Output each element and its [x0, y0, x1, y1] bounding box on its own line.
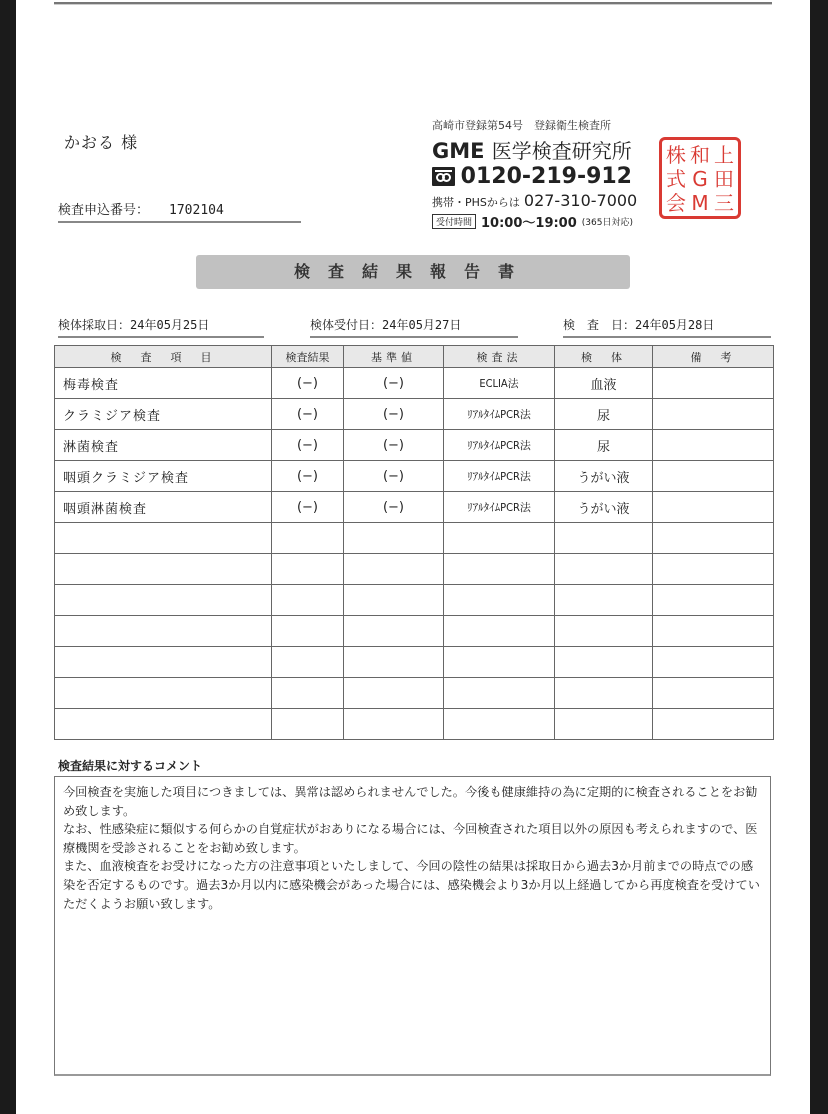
table-row	[55, 616, 774, 647]
comment-paragraph: なお、性感染症に類似する何らかの自覚症状がおありになる場合には、今回検査された項目以外の原因も考えられますので、医療機関を受診されることをお勧め致します。	[63, 822, 758, 855]
cell-item: 淋菌検査	[55, 430, 272, 461]
seal-char: G	[692, 167, 708, 191]
cell-specimen	[555, 554, 653, 585]
cell-note	[653, 678, 774, 709]
cell-method: ﾘｱﾙﾀｲﾑPCR法	[444, 399, 555, 430]
cell-reference: (−)	[344, 492, 444, 523]
header-method: 検査法	[444, 346, 555, 368]
cell-item	[55, 709, 272, 740]
application-number-value: 1702104	[169, 203, 224, 218]
mobile-line	[432, 191, 638, 210]
cell-specimen: うがい液	[555, 492, 653, 523]
seal-char: 田	[714, 167, 734, 191]
header-reference: 基準値	[344, 346, 444, 368]
freedial-number[interactable]: 0120-219-912	[460, 164, 632, 189]
cell-specimen: 尿	[555, 430, 653, 461]
cell-result	[272, 616, 344, 647]
cell-note	[653, 461, 774, 492]
cell-result	[272, 523, 344, 554]
cell-method	[444, 523, 555, 554]
header-item: 検 査 項 目	[55, 346, 272, 368]
cell-note	[653, 647, 774, 678]
cell-method	[444, 678, 555, 709]
cell-specimen: うがい液	[555, 461, 653, 492]
lab-brand	[432, 135, 632, 164]
seal-char: 式	[666, 167, 686, 191]
received-date-value: 24年05月27日	[382, 318, 462, 332]
table-row	[55, 554, 774, 585]
cell-method	[444, 616, 555, 647]
freedial-line	[432, 164, 632, 189]
cell-reference: (−)	[344, 430, 444, 461]
cell-item: 咽頭淋菌検査	[55, 492, 272, 523]
cell-reference	[344, 523, 444, 554]
cell-result	[272, 678, 344, 709]
mobile-number[interactable]: 027-310-7000	[523, 191, 638, 210]
freedial-icon	[432, 167, 455, 186]
collection-date-value: 24年05月25日	[130, 318, 210, 332]
cell-item	[55, 616, 272, 647]
seal-char: M	[691, 191, 709, 215]
report-title: 検査結果報告書	[196, 255, 630, 289]
cell-reference	[344, 647, 444, 678]
seal-char: 三	[714, 191, 734, 215]
cell-method	[444, 554, 555, 585]
cell-item: 咽頭クラミジア検査	[55, 461, 272, 492]
table-row	[55, 492, 774, 523]
table-row	[55, 709, 774, 740]
application-number	[58, 199, 301, 223]
cell-item: 梅毒検査	[55, 368, 272, 399]
hours-note: (365日対応)	[581, 218, 633, 228]
seal-char: 会	[666, 191, 686, 215]
cell-result	[272, 647, 344, 678]
table-row	[55, 430, 774, 461]
cell-reference	[344, 554, 444, 585]
cell-specimen	[555, 616, 653, 647]
lab-name: 医学検査研究所	[491, 139, 632, 163]
seal-char: 株	[666, 143, 686, 167]
comment-box	[54, 776, 771, 1076]
cell-item	[55, 585, 272, 616]
header-result: 検査結果	[272, 346, 344, 368]
comment-paragraph: また、血液検査をお受けになった方の注意事項といたしまして、今回の陰性の結果は採取日から過去3か月前までの時点での感染を否定するものです。過去3か月以内に感染機会があった場合には、感染機会より3か月以上経過してから再度検査を受けていただくようお願い致します。	[63, 859, 760, 911]
lab-registration: 高崎市登録第54号 登録衛生検査所	[432, 119, 611, 132]
cell-method: ﾘｱﾙﾀｲﾑPCR法	[444, 492, 555, 523]
cell-specimen	[555, 678, 653, 709]
received-date-label: 検体受付日：	[310, 318, 383, 332]
test-date	[563, 316, 771, 338]
cell-item	[55, 678, 272, 709]
cell-note	[653, 585, 774, 616]
cell-reference	[344, 678, 444, 709]
top-rule	[54, 2, 772, 5]
cell-specimen: 血液	[555, 368, 653, 399]
cell-note	[653, 492, 774, 523]
cell-reference	[344, 709, 444, 740]
table-row	[55, 368, 774, 399]
cell-reference	[344, 585, 444, 616]
report-page	[16, 0, 810, 1114]
cell-method: ﾘｱﾙﾀｲﾑPCR法	[444, 461, 555, 492]
cell-specimen	[555, 647, 653, 678]
test-date-value: 24年05月28日	[635, 318, 715, 332]
cell-note	[653, 430, 774, 461]
lab-logo-text: GME	[432, 139, 485, 163]
cell-note	[653, 368, 774, 399]
hours-line	[432, 212, 632, 231]
received-date	[310, 316, 518, 338]
cell-note	[653, 523, 774, 554]
table-header-row	[55, 346, 774, 368]
header-specimen: 検 体	[555, 346, 653, 368]
header-note: 備 考	[653, 346, 774, 368]
comment-paragraph: 今回検査を実施した項目につきましては、異常は認められませんでした。今後も健康維持の為に定期的に検査されることをお勧め致します。	[63, 785, 758, 818]
cell-result: (−)	[272, 492, 344, 523]
cell-reference: (−)	[344, 399, 444, 430]
cell-result: (−)	[272, 461, 344, 492]
cell-specimen	[555, 709, 653, 740]
cell-item: クラミジア検査	[55, 399, 272, 430]
cell-specimen: 尿	[555, 399, 653, 430]
cell-result	[272, 709, 344, 740]
cell-result	[272, 554, 344, 585]
cell-note	[653, 554, 774, 585]
cell-method	[444, 709, 555, 740]
cell-item	[55, 647, 272, 678]
hours-label: 受付時間	[432, 214, 476, 229]
test-date-label: 検 査 日：	[563, 318, 636, 332]
cell-item	[55, 523, 272, 554]
patient-name: かおる 様	[64, 133, 139, 152]
cell-item	[55, 554, 272, 585]
cell-result: (−)	[272, 368, 344, 399]
table-row	[55, 678, 774, 709]
cell-method: ECLIA法	[444, 368, 555, 399]
cell-result: (−)	[272, 399, 344, 430]
table-row	[55, 585, 774, 616]
hours-value: 10:00〜19:00	[481, 216, 577, 231]
cell-method	[444, 585, 555, 616]
cell-note	[653, 399, 774, 430]
collection-date	[58, 316, 264, 338]
cell-method	[444, 647, 555, 678]
cell-note	[653, 709, 774, 740]
cell-reference	[344, 616, 444, 647]
company-seal-stamp	[659, 137, 741, 219]
table-row	[55, 461, 774, 492]
mobile-label: 携帯・PHSからは	[432, 196, 520, 209]
table-row	[55, 647, 774, 678]
cell-note	[653, 616, 774, 647]
cell-reference: (−)	[344, 368, 444, 399]
cell-result	[272, 585, 344, 616]
comment-label: 検査結果に対するコメント	[58, 759, 203, 773]
cell-specimen	[555, 523, 653, 554]
table-row	[55, 399, 774, 430]
results-table	[54, 345, 774, 740]
seal-char: 和	[690, 143, 710, 167]
cell-reference: (−)	[344, 461, 444, 492]
cell-result: (−)	[272, 430, 344, 461]
table-row	[55, 523, 774, 554]
cell-specimen	[555, 585, 653, 616]
application-number-label: 検査申込番号：	[58, 203, 150, 218]
cell-method: ﾘｱﾙﾀｲﾑPCR法	[444, 430, 555, 461]
lab-info	[432, 117, 638, 231]
seal-char: 上	[714, 143, 734, 167]
collection-date-label: 検体採取日：	[58, 318, 131, 332]
